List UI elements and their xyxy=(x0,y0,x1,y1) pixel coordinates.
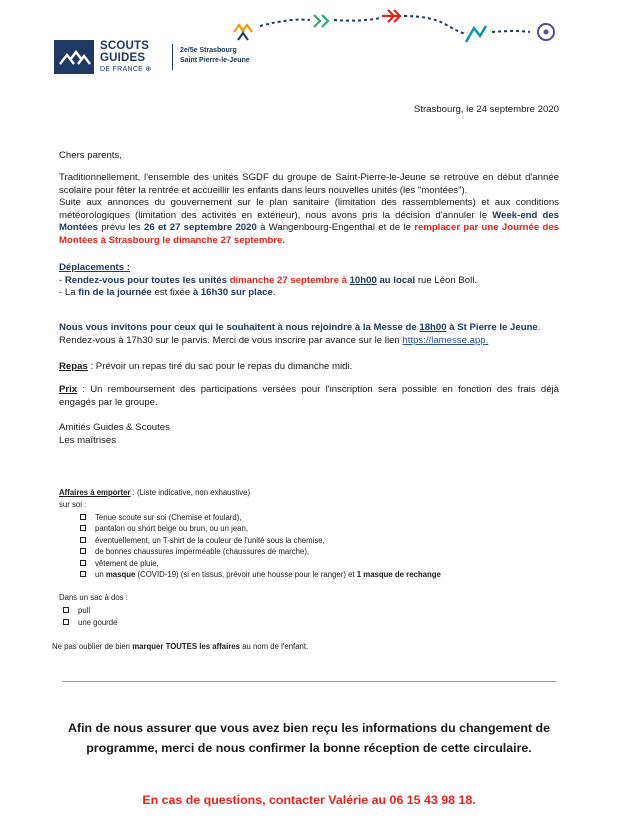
list-item-text: vêtement de pluie, xyxy=(95,559,159,568)
separator-line xyxy=(62,681,556,682)
list-item xyxy=(80,524,248,534)
prix-text: : Un remboursement des participations versées pour l'inscription sera possible en fonction des frais déjà engagés par le groupe. xyxy=(59,384,559,408)
prix-line xyxy=(59,384,559,409)
list-item xyxy=(80,536,325,546)
fleur-icon: ⊕ xyxy=(145,66,152,73)
reminder-line xyxy=(52,642,552,652)
repas-line xyxy=(59,361,559,374)
list-item-text: un xyxy=(95,570,106,579)
checkbox-icon xyxy=(80,537,86,543)
messe-section xyxy=(59,322,559,347)
deplacements-line-1 xyxy=(59,275,559,288)
logo-line3 xyxy=(100,64,152,76)
prix-label: Prix xyxy=(59,384,78,395)
messe-text: . xyxy=(537,322,541,333)
reminder-text: au nom de l'enfant. xyxy=(239,642,309,651)
intro-weekend-name: Week-end des Montées xyxy=(59,209,560,234)
deplacements-text: Rendez-vous pour toutes les unités xyxy=(64,274,227,286)
intro-replacement: remplacer par une Journée des Montées à Strasbourg le dimanche 27 septembre. xyxy=(59,222,559,246)
logo-line2: GUIDES xyxy=(100,52,146,64)
list-item-text: pantalon ou short beige ou brun, ou un jean, xyxy=(95,524,249,533)
logo-line3-text: DE FRANCE xyxy=(100,66,144,73)
reminder-emphasis: marquer TOUTES les affaires xyxy=(132,642,240,651)
tent-icon xyxy=(234,25,252,40)
checkbox-icon xyxy=(80,571,86,577)
mountain-icon xyxy=(466,26,486,42)
messe-line-2 xyxy=(59,335,559,348)
signature-line-2: Les maîtrises xyxy=(59,434,117,446)
messe-link[interactable]: https://lamesse.app. xyxy=(402,334,489,346)
list-item xyxy=(80,559,159,569)
checkbox-icon xyxy=(80,560,86,566)
sgdf-logo-mark xyxy=(54,40,94,74)
list-item-text: une gourde xyxy=(78,618,118,627)
list-item xyxy=(80,547,309,557)
messe-text: Rendez-vous à 17h30 sur le parvis. Merci de vous inscrire par avance sur le lien xyxy=(59,334,403,346)
unit-name-line2: Saint Pierre-le-Jeune xyxy=(180,57,250,64)
deplacements-end-time: à 16h30 sur place xyxy=(192,287,273,299)
deplacements-time: 10h00 xyxy=(349,274,377,286)
deplacements-text: rue Léon Boll. xyxy=(415,274,478,286)
list-item-text: 1 masque de rechange xyxy=(356,570,441,579)
checkbox-icon xyxy=(80,525,86,531)
affaires-title: Affaires à emporter xyxy=(59,488,131,497)
deplacements-text: . xyxy=(272,287,276,299)
unit-name-line1: 2e/5e Strasbourg xyxy=(180,47,237,54)
checkbox-icon xyxy=(63,607,69,613)
logo-line1: SCOUTS xyxy=(100,40,150,52)
checkbox-icon xyxy=(80,514,86,520)
sur-soi-label: sur soi : xyxy=(59,500,87,509)
deplacements-line-2 xyxy=(59,287,559,300)
list-item xyxy=(63,618,117,628)
list-item-text: (COVID-19) (si en tissus, prévoir une housse pour le ranger) et xyxy=(135,570,357,579)
confirmation-line-2: programme, merci de nous confirmer la bonne réception de cette circulaire. xyxy=(86,741,532,755)
deplacements-text: est fixée xyxy=(151,287,193,299)
messe-line-1 xyxy=(59,322,559,335)
deplacements-text: - xyxy=(59,274,65,286)
deplacements-section xyxy=(59,262,559,300)
signature xyxy=(59,422,559,447)
intro-text: prévu les xyxy=(97,222,144,234)
list-item-text: éventuellement, un T-shirt de la couleur de l'unité sous la chemise, xyxy=(95,536,325,545)
confirmation-line-1: Afin de nous assurer que vous avez bien reçu les informations du changement de xyxy=(68,721,550,735)
intro-paragraph-2 xyxy=(59,197,559,247)
arrow-marker-icon xyxy=(382,10,400,22)
sgdf-logo xyxy=(54,40,174,76)
confirmation-request xyxy=(0,718,618,758)
list-item-masque xyxy=(80,570,441,580)
list-item-text: Tenue scoute sur soi (Chemise et foulard), xyxy=(95,513,242,522)
checkbox-icon xyxy=(63,619,69,625)
contact-line: En cas de questions, contacter Valérie au 06 15 43 98 18. xyxy=(142,793,476,807)
list-item-text: masque xyxy=(105,570,136,579)
unit-name xyxy=(180,46,250,66)
repas-label: Repas xyxy=(59,361,88,372)
affaires-note: : (Liste indicative, non exhaustive) xyxy=(130,488,251,497)
intro-text: à Wangenbourg-Engenthal et de le xyxy=(256,222,415,234)
repas-text: : Prévoir un repas tiré du sac pour le repas du dimanche midi. xyxy=(87,361,353,372)
date-line: Strasbourg, le 24 septembre 2020 xyxy=(413,104,559,115)
list-item xyxy=(63,606,90,616)
greeting: Chers parents, xyxy=(59,150,122,161)
double-chevron-icon xyxy=(314,15,328,27)
sac-label: Dans un sac à dos : xyxy=(59,593,128,602)
messe-time: 18h00 xyxy=(419,322,447,333)
deplacements-day: dimanche 27 septembre à xyxy=(226,274,350,286)
target-icon xyxy=(538,24,554,40)
list-item xyxy=(80,513,241,523)
header-divider xyxy=(172,44,173,70)
deplacements-text: - La xyxy=(59,287,79,299)
decorative-trail xyxy=(230,4,560,48)
deplacements-title: Déplacements : xyxy=(59,262,130,273)
intro-paragraph-1: Traditionnellement, l'ensemble des unités SGDF du groupe de Saint-Pierre-le-Jeune se retrouve en début d'année scolaire pour fêter la rentrée et accueillir les enfants dans leurs nouvelles unités (les "montées"). xyxy=(59,172,559,196)
list-item-text: pull xyxy=(78,606,91,615)
messe-place: à St Pierre le Jeune xyxy=(446,322,538,333)
signature-line-1: Amitiés Guides & Scoutes xyxy=(59,422,170,433)
checkbox-icon xyxy=(80,548,86,554)
deplacements-place: au local xyxy=(376,274,416,286)
list-item-text: de bonnes chaussures imperméable (chaussures de marche), xyxy=(95,547,310,556)
sgdf-logo-text xyxy=(100,40,152,76)
intro-dates: 26 et 27 septembre 2020 xyxy=(144,222,257,234)
deplacements-text: fin de la journée xyxy=(78,287,152,299)
messe-text: Nous vous invitons pour ceux qui le souhaitent à nous rejoindre à la Messe de xyxy=(59,322,420,333)
affaires-header xyxy=(59,488,559,498)
reminder-text: Ne pas oublier de bien xyxy=(52,642,133,651)
intro-text: Suite aux annonces du gouvernement sur le plan sanitaire (limitation des rassemblements) et aux conditions météorologiques (limitation des activités en extérieur), nous avons pris la décision d'annuler le xyxy=(59,197,559,221)
